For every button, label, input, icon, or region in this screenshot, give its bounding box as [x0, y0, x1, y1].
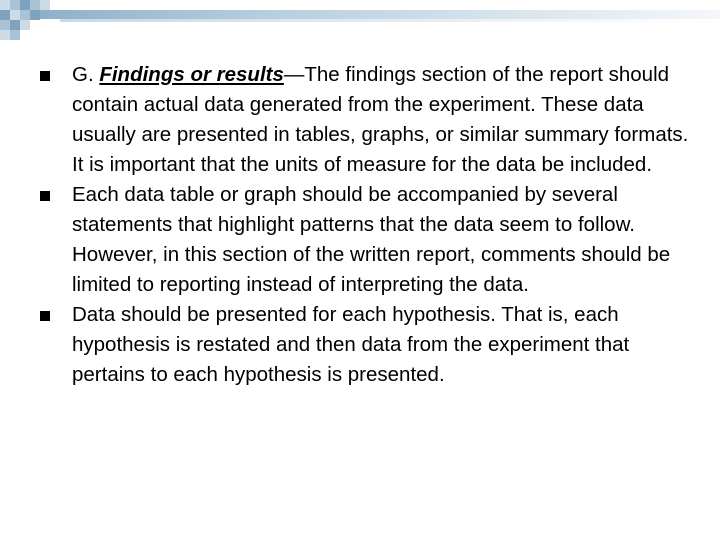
corner-decoration [0, 0, 60, 45]
bullet-item-findings [40, 60, 700, 180]
square-bullet-icon [40, 71, 50, 81]
square-bullet-icon [40, 191, 50, 201]
section-heading: Findings or results [99, 63, 284, 86]
bullet-body: —The findings section of the report should contain actual data generated from the experiment. These data usually are presented in tables, graphs, or similar summary formats. It is important that the units of measure for the data be included. [72, 63, 689, 176]
bullet-text: Each data table or graph should be accompanied by several statements that highlight patterns that the data seem to follow. However, in this section of the written report, comments should be limited to reporting instead of interpreting the data. [72, 183, 671, 296]
bullet-text [72, 60, 700, 180]
slide-content [40, 60, 700, 390]
bullet-prefix: G. [72, 63, 100, 86]
bullet-item-statements [40, 180, 700, 300]
header-band-shadow [60, 19, 720, 22]
square-bullet-icon [40, 311, 50, 321]
header-band [40, 10, 720, 19]
bullet-item-hypothesis [40, 300, 700, 390]
bullet-text: Data should be presented for each hypothesis. That is, each hypothesis is restated and then data from the experiment that pertains to each hypothesis is presented. [72, 303, 630, 386]
